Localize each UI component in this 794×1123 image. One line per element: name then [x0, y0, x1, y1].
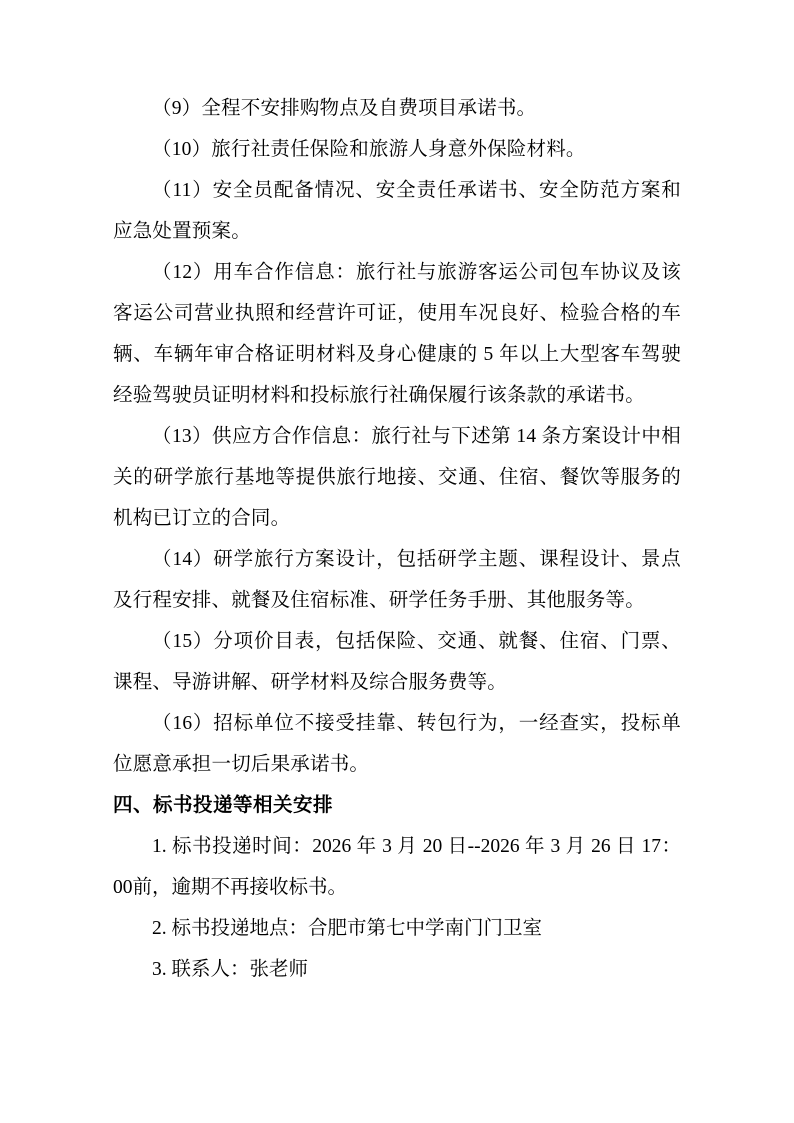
- paragraph-12: （12）用车合作信息：旅行社与旅游客运公司包车协议及该客运公司营业执照和经营许可证，使用车况良好、检验合格的车辆、车辆年审合格证明材料及身心健康的 5 年以上大型客车驾驶经验驾驶员证明材料和投标旅行社确保履行该条款的承诺书。: [113, 262, 681, 406]
- section-item-contact-person: 3. 联系人：张老师: [152, 959, 309, 980]
- paragraph-14: （14）研学旅行方案设计，包括研学主题、课程设计、景点及行程安排、就餐及住宿标准、研学任务手册、其他服务等。: [113, 549, 681, 611]
- section-item-submission-time: 1. 标书投递时间：2026 年 3 月 20 日--2026 年 3 月 26 日 17：00前，逾期不再接收标书。: [113, 836, 681, 898]
- paragraph-10: （10）旅行社责任保险和旅游人身意外保险材料。: [152, 139, 586, 160]
- paragraph-9: （9）全程不安排购物点及自费项目承诺书。: [152, 98, 537, 119]
- document-body: [113, 88, 681, 990]
- section-item-submission-location: 2. 标书投递地点：合肥市第七中学南门门卫室: [152, 918, 543, 939]
- paragraph-15: （15）分项价目表，包括保险、交通、就餐、住宿、门票、课程、导游讲解、研学材料及综合服务费等。: [113, 631, 681, 693]
- paragraph-11: （11）安全员配备情况、安全责任承诺书、安全防范方案和应急处置预案。: [113, 180, 681, 242]
- section-heading-bid-submission: 四、标书投递等相关安排: [113, 795, 334, 816]
- paragraph-16: （16）招标单位不接受挂靠、转包行为，一经查实，投标单位愿意承担一切后果承诺书。: [113, 713, 681, 775]
- paragraph-13: （13）供应方合作信息：旅行社与下述第 14 条方案设计中相关的研学旅行基地等提供旅行地接、交通、住宿、餐饮等服务的机构已订立的合同。: [113, 426, 681, 529]
